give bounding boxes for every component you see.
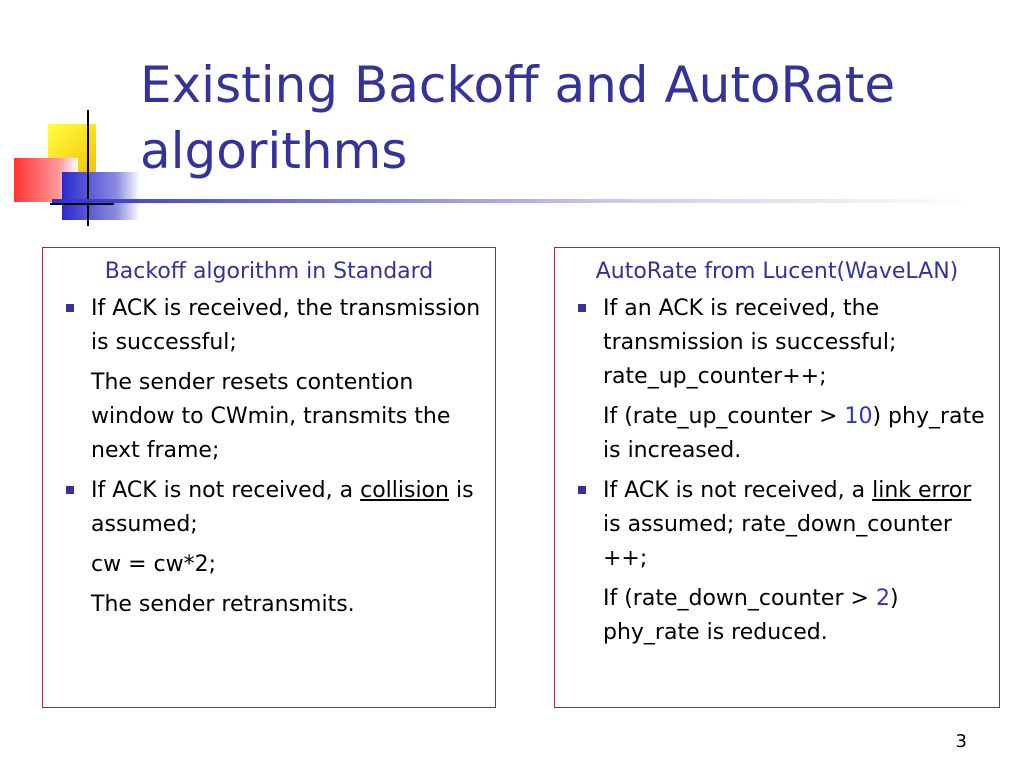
collision-term: collision	[360, 478, 449, 503]
square-bullet-icon	[66, 486, 74, 494]
decorative-squares-logo	[0, 100, 140, 230]
link-error-term: link error	[872, 478, 972, 503]
threshold-value: 10	[844, 404, 873, 429]
square-bullet-icon	[578, 304, 586, 312]
list-item	[565, 474, 989, 650]
list-item	[53, 292, 485, 468]
list-item-text	[91, 474, 485, 542]
condition-suffix: ) phy_rate is reduced.	[603, 586, 899, 645]
list-item-subtext	[603, 400, 989, 468]
square-bullet-icon	[578, 486, 586, 494]
list-item-subtext: The sender resets contention window to CWmin, transmits the next frame;	[91, 370, 451, 463]
square-bullet-icon	[66, 304, 74, 312]
list-item-subtext: cw = cw*2;	[91, 552, 217, 577]
condition-prefix: If (rate_down_counter >	[603, 586, 876, 611]
backoff-panel-heading: Backoff algorithm in Standard	[104, 259, 434, 284]
list-item	[565, 292, 989, 468]
list-item-text	[603, 474, 989, 576]
slide-title: Existing Backoff and AutoRate algorithms	[140, 56, 896, 180]
list-item-text: If ACK is received, the transmission is successful;	[91, 296, 481, 355]
title-divider	[52, 199, 972, 203]
list-item-text-prefix: If ACK is not received, a	[603, 478, 873, 503]
list-item-text: If an ACK is received, the transmission is successful; rate_up_counter++;	[603, 296, 897, 389]
autorate-panel	[554, 247, 1000, 708]
list-item-text-suffix: is assumed; rate_down_counter ++;	[603, 512, 952, 571]
backoff-panel	[42, 247, 496, 708]
list-item-subtext: The sender retransmits.	[91, 592, 355, 617]
page-number: 3	[955, 731, 967, 752]
condition-suffix: ) phy_rate is increased.	[603, 404, 985, 463]
list-item-text-suffix: is assumed;	[91, 478, 474, 537]
list-item-subtext	[603, 582, 989, 650]
list-item	[53, 474, 485, 622]
condition-prefix: If (rate_up_counter >	[603, 404, 845, 429]
list-item-text-prefix: If ACK is not received, a	[91, 478, 361, 503]
autorate-panel-heading: AutoRate from Lucent(WaveLAN)	[595, 259, 959, 284]
threshold-value: 2	[875, 586, 890, 611]
